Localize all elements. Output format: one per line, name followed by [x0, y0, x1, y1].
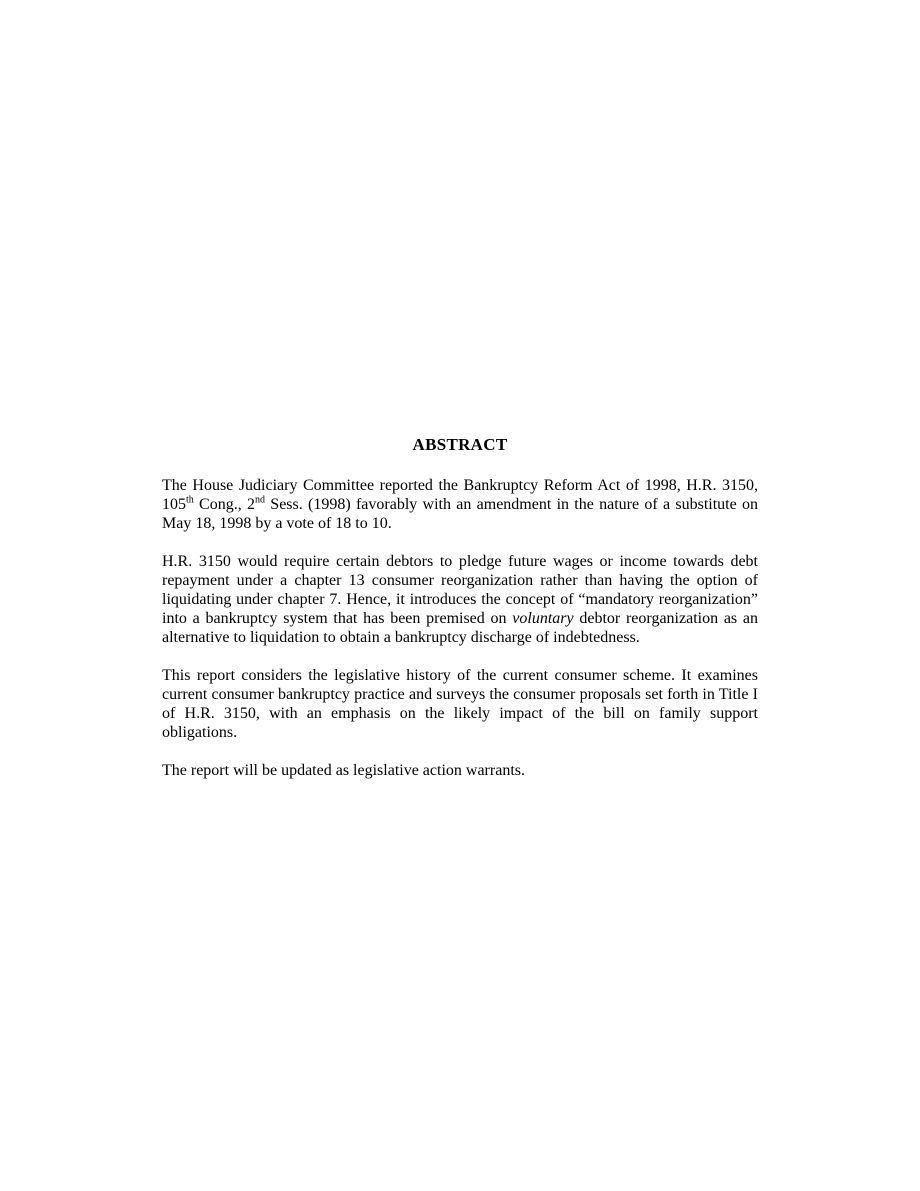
paragraph-2-text-a: H.R. 3150 would require certain debtors to pledge future wages or income towards debt repayment under a chapter 13 consumer reorganization rather than having the option of liquidating under chapter 7. Hence, it introduces the concept of “mandatory reorganization” into a bankruptcy system that has been premised on — [162, 553, 758, 627]
ordinal-suffix-nd: nd — [255, 494, 266, 506]
paragraph-1-text-c: Sess. (1998) favorably with an amendment in the nature of a substitute on May 18, 1998 by a vote of 18 to 10. — [162, 496, 758, 532]
abstract-section — [162, 434, 758, 799]
abstract-paragraph-4: The report will be updated as legislative action warrants. — [162, 762, 525, 779]
abstract-paragraph-2 — [162, 552, 758, 647]
emphasis-voluntary: voluntary — [512, 610, 574, 627]
paragraph-1-text-a: The House Judiciary Committee reported the Bankruptcy Reform Act of 1998, H.R. 3150, 105 — [162, 477, 758, 513]
ordinal-suffix-th: th — [186, 494, 194, 506]
abstract-title: ABSTRACT — [412, 435, 508, 454]
paragraph-1-text-b: Cong., 2 — [193, 496, 256, 513]
abstract-paragraph-3: This report considers the legislative history of the current consumer scheme. It examines current consumer bankruptcy practice and surveys the consumer proposals set forth in Title I of H.R. 3150, with an emphasis on the likely impact of the bill on family support obligations. — [162, 667, 758, 741]
paragraph-2-text-b: debtor reorganization as an alternative to liquidation to obtain a bankruptcy discharge of indebtedness. — [162, 610, 758, 646]
abstract-paragraph-1 — [162, 476, 758, 533]
